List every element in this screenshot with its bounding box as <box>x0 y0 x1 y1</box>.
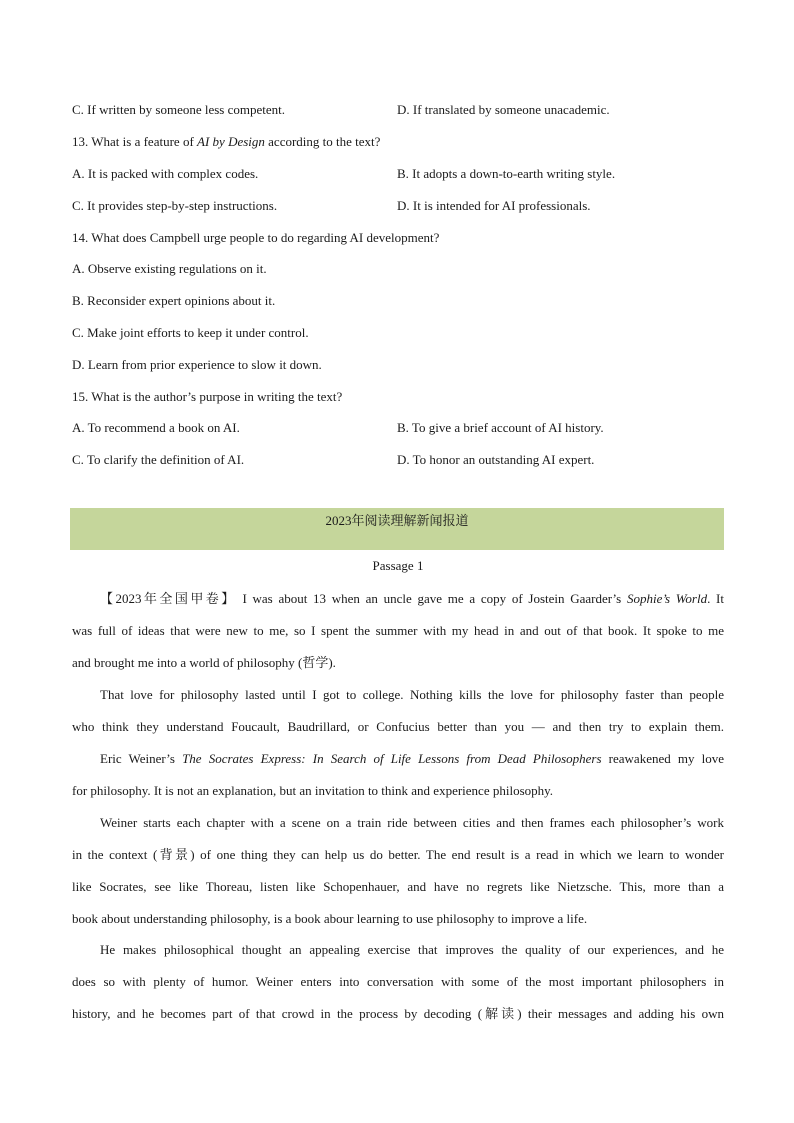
paragraph-3-line-1 <box>72 743 724 775</box>
paragraph-1-line-2: was full of ideas that were new to me, so I spent the summer with my head in and out of that book. It spoke to me <box>72 623 724 638</box>
q12-option-c: C. If written by someone less competent. <box>72 102 286 117</box>
q13-option-d: D. It is intended for AI professionals. <box>397 198 591 213</box>
q15-option-a: A. To recommend a book on AI. <box>72 420 240 435</box>
book-title-socrates-express: The Socrates Express: In Search of Life Lessons from Dead Philosophers <box>182 751 602 766</box>
paragraph-3 <box>72 743 724 807</box>
q14-option-a: A. Observe existing regulations on it. <box>72 261 267 276</box>
q13-option-a: A. It is packed with complex codes. <box>72 166 259 181</box>
q14-option-b: B. Reconsider expert opinions about it. <box>72 293 276 308</box>
paragraph-4-line-1 <box>72 807 724 839</box>
p5-text: He makes philosophical thought an appealing exercise that improves the quality of our experiences, and he <box>100 942 724 957</box>
paragraph-5-line-2: does so with plenty of humor. Weiner enters into conversation with some of the most important philosophers in <box>72 974 724 989</box>
paragraph-4 <box>72 807 724 935</box>
q15-option-d: D. To honor an outstanding AI expert. <box>397 452 595 467</box>
paragraph-4-line-3: like Socrates, see like Thoreau, listen like Schopenhauer, and have no regrets like Nietzsche. This, more than a <box>72 879 724 894</box>
paragraph-1-line-1 <box>72 583 724 615</box>
q12-option-d: D. If translated by someone unacademic. <box>397 102 610 117</box>
section-banner-title: 2023年阅读理解新闻报道 <box>325 513 469 528</box>
passage-title: Passage 1 <box>372 558 424 573</box>
paragraph-5-line-1 <box>72 934 724 966</box>
paragraph-2-line-1 <box>72 679 724 711</box>
p1-text: I was about 13 when an uncle gave me a copy of Jostein Gaarder’s <box>236 591 627 606</box>
paragraph-5 <box>72 934 724 1030</box>
section-banner <box>70 508 724 550</box>
p4-text: Weiner starts each chapter with a scene on a train ride between cities and then frames each philosopher’s work <box>100 815 724 830</box>
p3-text: Eric Weiner’s <box>100 751 183 766</box>
q14-option-d: D. Learn from prior experience to slow it down. <box>72 357 322 372</box>
paragraph-2 <box>72 679 724 743</box>
q15-option-b: B. To give a brief account of AI history. <box>397 420 604 435</box>
book-title-sophies-world: Sophie’s World <box>626 591 708 606</box>
p2-text: That love for philosophy lasted until I got to college. Nothing kills the love for philosophy faster than people <box>100 687 724 702</box>
paragraph-4-line-2: in the context (背景) of one thing they can help us do better. The end result is a read in which we learn to wonder <box>72 847 724 862</box>
q13-stem-post: according to the text? <box>264 134 381 149</box>
p3-text-end: reawakened my love <box>601 751 724 766</box>
paragraph-4-line-4: book about understanding philosophy, is a book abour learning to use philosophy to improve a life. <box>72 911 588 926</box>
q15-stem: 15. What is the author’s purpose in writing the text? <box>72 389 343 404</box>
q13-stem-pre: 13. What is a feature of <box>72 134 198 149</box>
q13-option-c: C. It provides step-by-step instructions. <box>72 198 278 213</box>
paragraph-3-line-2: for philosophy. It is not an explanation, but an invitation to think and experience philosophy. <box>72 783 554 798</box>
p1-text-end: . It <box>707 591 724 606</box>
paragraph-2-line-2: who think they understand Foucault, Baudrillard, or Confucius better than you — and then try to explain them. <box>72 719 724 734</box>
q14-stem: 14. What does Campbell urge people to do regarding AI development? <box>72 230 440 245</box>
source-tag: 【2023年全国甲卷】 <box>100 591 237 606</box>
q14-option-c: C. Make joint efforts to keep it under control. <box>72 325 309 340</box>
paragraph-1-line-3: and brought me into a world of philosophy (哲学). <box>72 655 336 670</box>
q13-stem <box>72 134 380 150</box>
paragraph-5-line-3: history, and he becomes part of that crowd in the process by decoding (解读) their messages and adding his own <box>72 1006 724 1021</box>
paragraph-1 <box>72 583 724 679</box>
q15-option-c: C. To clarify the definition of AI. <box>72 452 245 467</box>
q13-stem-title: AI by Design <box>197 134 265 149</box>
q13-option-b: B. It adopts a down-to-earth writing style. <box>397 166 616 181</box>
